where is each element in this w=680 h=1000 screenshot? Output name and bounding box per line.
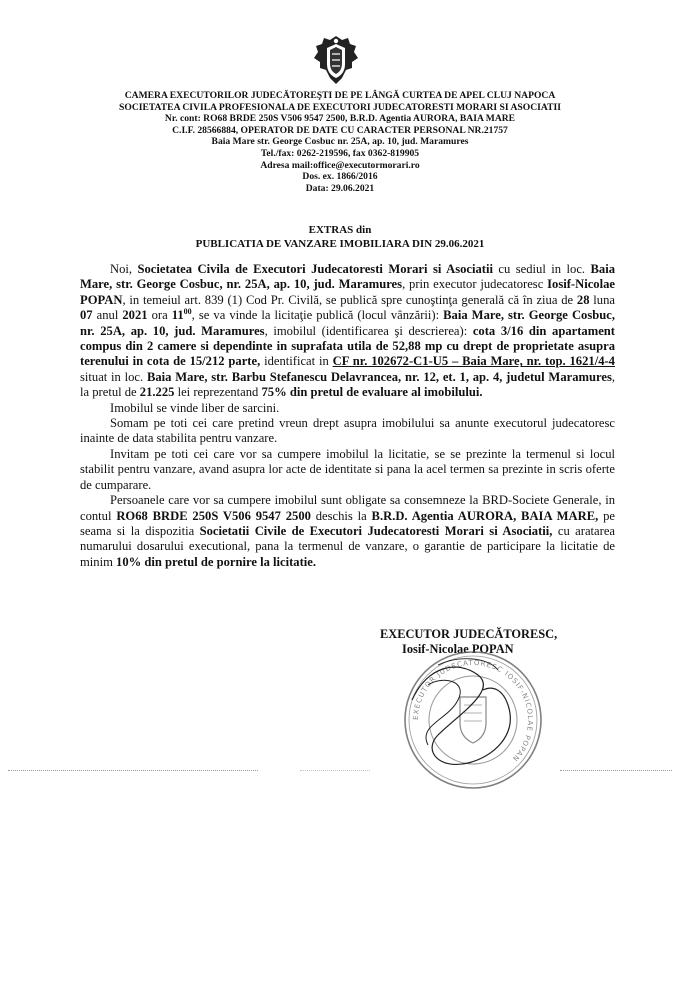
- auction-hour: [172, 308, 192, 322]
- property-address: Baia Mare, str. Barbu Stefanescu Delavrancea, nr. 12, et. 1, ap. 4, judetul Maramures: [146, 369, 612, 384]
- price-percentage: 75% din pretul de evaluare al imobilului.: [261, 385, 483, 400]
- office-address: Baia Mare, str. George Cosbuc, nr. 25A, ap. 10, jud. Maramures: [80, 262, 616, 292]
- hour-value: 11: [171, 308, 184, 323]
- text-span: , se va vinde la licitaţie publică (locul vânzării):: [191, 308, 444, 323]
- paragraph-announcement: [80, 262, 615, 401]
- auction-day: 28: [576, 292, 590, 307]
- minute-value: 00: [183, 307, 192, 317]
- land-registry-reference: CF nr. 102672-C1-U5 – Baia Mare, nr. top. 1621/4-4: [332, 354, 615, 369]
- text-span: anul: [92, 308, 123, 323]
- document-title: [60, 224, 620, 251]
- bank-branch: B.R.D. Agentia AURORA, BAIA MARE,: [371, 508, 599, 523]
- paragraph-encumbrance: Imobilul se vinde liber de sarcini.: [110, 400, 280, 415]
- header-line-email: Adresa mail:office@executormorari.ro: [260, 159, 420, 171]
- title-line-2: PUBLICATIA DE VANZARE IMOBILIARA DIN 29.06.2021: [195, 237, 485, 250]
- coat-of-arms-icon: [312, 34, 360, 86]
- signature-title: EXECUTOR JUDECĂTORESC,: [380, 627, 558, 641]
- text-span: , prin executor judecatoresc: [402, 277, 548, 292]
- text-span: ora: [147, 308, 172, 323]
- header-line-chamber: CAMERA EXECUTORILOR JUDECĂTOREŞTI DE PE LÂNGĂ CURTEA DE APEL CLUJ NAPOCA: [124, 90, 556, 101]
- text-span: deschis la: [310, 508, 372, 523]
- company-name: Societatea Civila de Executori Judecatoresti Morari si Asociatii: [137, 262, 493, 276]
- scan-divider: [560, 770, 672, 771]
- text-span: cu sediul in loc.: [492, 262, 591, 276]
- text-span: lei reprezentand: [174, 385, 262, 400]
- text-span: Persoanele care vor sa cumpere imobilul sunt obligate sa consemneze la BRD-Societe Generale, in contul: [80, 493, 615, 523]
- official-stamp-icon: [398, 645, 548, 795]
- stamp-text: EXECUTOR JUDECATORESC IOSIF-NICOLAE POPAN: [411, 658, 535, 764]
- header-line-phone: Tel./fax: 0262-219596, fax 0362-819905: [260, 147, 420, 159]
- beneficiary-name: Societatii Civile de Executori Judecatoresti Morari si Asociatii,: [199, 523, 553, 538]
- letterhead: [60, 90, 620, 194]
- text-span: Noi,: [110, 262, 138, 276]
- header-line-company: SOCIETATEA CIVILA PROFESIONALA DE EXECUTORI JUDECATORESTI MORARI SI ASOCIATII: [119, 101, 561, 113]
- title-line-1: EXTRAS din: [308, 224, 372, 236]
- sale-price: 21.225: [139, 385, 175, 400]
- property-description: cota 3/16 din apartament compus din 2 camere si dependinte in suprafata utila de 52,88 mp cu drept de proprietate asupra terenului in cota de 15/212 parte,: [80, 323, 615, 369]
- header-line-address: Baia Mare str. George Cosbuc nr. 25A, ap. 10, jud. Maramures: [211, 136, 469, 148]
- paragraph-invitation: Invitam pe toti cei care vor sa cumpere imobilul la licitatie, se se prezinte la termenul si locul stabilit pentru vanzare, avand asupra lor acte de identitate si pana la acel termen sa prezinte in scris oferte de cumparare.: [80, 446, 615, 492]
- header-line-cif: C.I.F. 28566884, OPERATOR DE DATE CU CARACTER PERSONAL NR.21757: [172, 124, 508, 136]
- text-span: , in temeiul art. 839 (1) Cod Pr. Civilă, se publică spre cunoştinţa generală că în ziua de: [122, 292, 577, 307]
- text-span: luna: [589, 292, 615, 307]
- scan-divider: [8, 770, 258, 771]
- paragraph-summons: Somam pe toti cei care pretind vreun drept asupra imobilului sa anunte executorul judecatoresc inainte de data stabilita pentru vanzare.: [80, 416, 615, 446]
- guarantee-minimum: 10% din pretul de pornire la licitatie.: [116, 554, 317, 569]
- auction-month: 07: [80, 308, 93, 323]
- scan-divider: [300, 770, 370, 771]
- text-span: cu aratarea numarului dosarului executional, pana la termenul de vanzare, o garantie de participare la licitatie de minim: [80, 523, 615, 569]
- paragraph-guarantee: [80, 493, 615, 570]
- header-line-account: Nr. cont: RO68 BRDE 250S V506 9547 2500, B.R.D. Agentia AURORA, BAIA MARE: [164, 113, 516, 125]
- auction-year: 2021: [122, 308, 148, 323]
- text-span: identificat in: [260, 354, 333, 369]
- text-span: pe seama si la dispozitia: [80, 508, 615, 538]
- bank-account: RO68 BRDE 250S V506 9547 2500: [116, 508, 311, 523]
- document-body: [80, 262, 615, 570]
- executor-name: Iosif-Nicolae POPAN: [80, 277, 615, 307]
- signature-name: Iosif-Nicolae POPAN: [402, 642, 514, 656]
- text-span: situat in loc.: [80, 369, 147, 384]
- header-line-case-number: Dos. ex. 1866/2016: [302, 171, 378, 183]
- text-span: , la pretul de: [80, 369, 616, 400]
- auction-location: Baia Mare, str. George Cosbuc, nr. 25A, ap. 10, jud. Maramures: [80, 308, 615, 338]
- header-line-date: Data: 29.06.2021: [305, 182, 375, 194]
- text-span: , imobilul (identificarea şi descrierea):: [264, 323, 473, 338]
